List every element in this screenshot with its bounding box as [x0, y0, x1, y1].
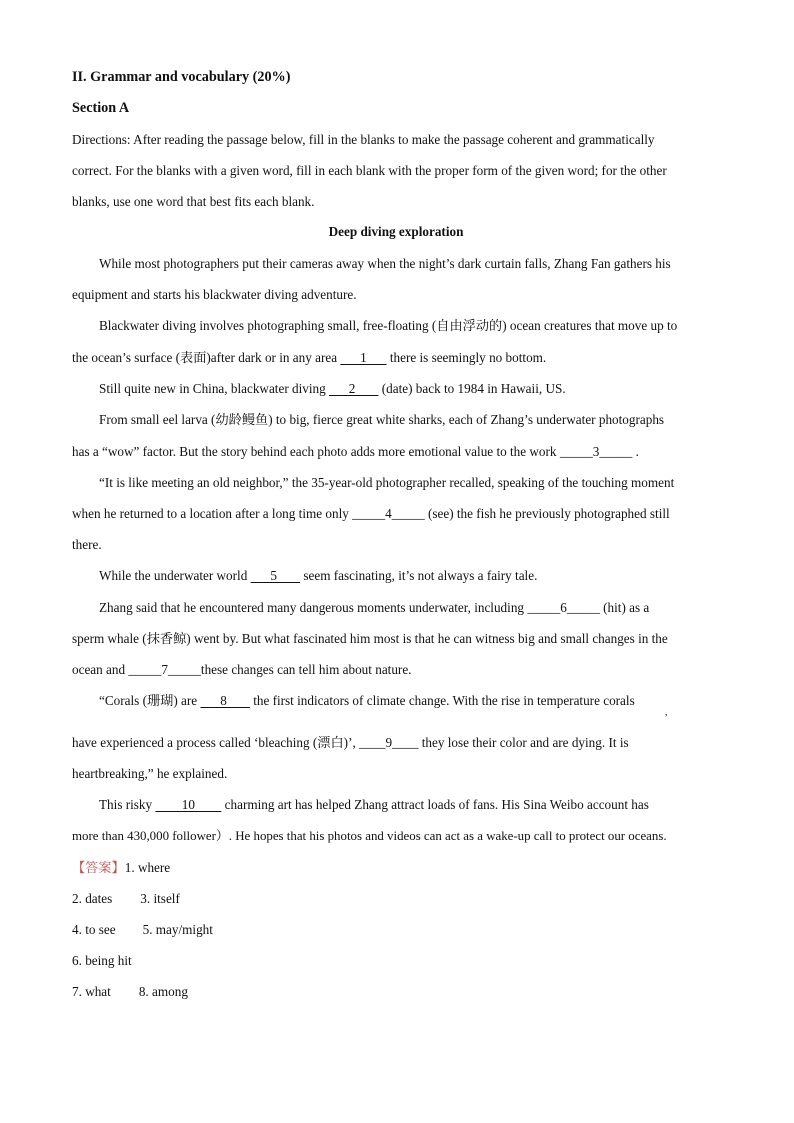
paragraph-2-line-2 [72, 350, 546, 366]
paragraph-9-line-1 [99, 797, 649, 813]
stray-comma: , [665, 707, 668, 718]
paragraph-6-line-1 [99, 568, 537, 584]
answer-line-2 [72, 891, 180, 907]
blank-8[interactable]: 8 [200, 693, 250, 708]
blank-2[interactable]: 2 [329, 381, 379, 396]
passage-title: Deep diving exploration [328, 224, 464, 239]
answer-line-1 [72, 860, 170, 876]
text: when he returned to a location after a long time only [72, 506, 353, 521]
directions-line-2: correct. For the blanks with a given word, fill in each blank with the proper form of the given word; for the other [72, 163, 667, 178]
text: . [632, 444, 639, 459]
text: has a “wow” factor. But the story behind each photo adds more emotional value to the work [72, 444, 560, 459]
text: (date) back to 1984 in Hawaii, US. [378, 381, 566, 396]
text: ocean and [72, 662, 129, 677]
text: they lose their color and are dying. It is [418, 735, 629, 750]
blank-3[interactable]: _____3_____ [559, 444, 633, 459]
paragraph-8-line-2 [72, 735, 629, 751]
paragraph-1-line-2: equipment and starts his blackwater diving adventure. [72, 287, 357, 302]
answer-line-4 [72, 953, 132, 969]
answer-4: 4. to see [72, 922, 116, 937]
text: (hit) as a [599, 600, 650, 615]
answer-5: 5. may/might [142, 922, 213, 937]
text: Still quite new in China, blackwater diving [99, 381, 330, 396]
text: Zhang said that he encountered many dangerous moments underwater, including [99, 600, 528, 615]
part-heading: II. Grammar and vocabulary (20%) [72, 69, 291, 85]
answer-2: 2. dates [72, 891, 113, 906]
paragraph-4-line-2 [72, 444, 639, 460]
answer-3: 3. itself [140, 891, 180, 906]
text: This risky [99, 797, 156, 812]
paragraph-8-line-3: heartbreaking,” he explained. [72, 766, 228, 781]
paragraph-7-line-2: sperm whale (抹香鲸) went by. But what fascinated him most is that he can witness big and small changes in the [72, 631, 668, 646]
paragraph-5-line-3: there. [72, 537, 102, 552]
paragraph-4-line-1: From small eel larva (幼龄鳗鱼) to big, fierce great white sharks, each of Zhang’s underwater photographs [99, 412, 665, 427]
paragraph-5-line-2 [72, 506, 670, 522]
paragraph-2-line-1: Blackwater diving involves photographing small, free-floating (自由浮动的) ocean creatures that move up to [99, 318, 678, 333]
text: the first indicators of climate change. With the rise in temperature corals [249, 693, 635, 708]
directions-line-1: Directions: After reading the passage below, fill in the blanks to make the passage coherent and grammatically [72, 132, 655, 147]
paragraph-9-line-2: more than 430,000 follower）. He hopes that his photos and videos can act as a wake-up call to protect our oceans. [72, 829, 667, 843]
answer-8: 8. among [138, 984, 188, 999]
paragraph-3-line-1 [99, 381, 566, 397]
text: (see) the fish he previously photographed still [424, 506, 670, 521]
paragraph-7-line-1 [99, 600, 649, 616]
paragraph-5-line-1: “It is like meeting an old neighbor,” the 35-year-old photographer recalled, speaking of the touching moment [99, 475, 675, 490]
blank-5[interactable]: 5 [250, 568, 301, 583]
text: “Corals (珊瑚) are [99, 693, 201, 708]
text: these changes can tell him about nature. [200, 662, 412, 677]
directions-line-3: blanks, use one word that best fits each blank. [72, 194, 315, 209]
text: the ocean’s surface (表面)after dark or in any area [72, 350, 341, 365]
paragraph-1-line-1: While most photographers put their cameras away when the night’s dark curtain falls, Zhang Fan gathers his [99, 256, 671, 271]
blank-6[interactable]: _____6_____ [527, 600, 600, 615]
blank-4[interactable]: _____4_____ [352, 506, 425, 521]
text: there is seemingly no bottom. [386, 350, 547, 365]
text: While the underwater world [99, 568, 251, 583]
blank-7[interactable]: _____7_____ [128, 662, 201, 677]
paragraph-8-line-1 [99, 693, 635, 709]
paragraph-7-line-3 [72, 662, 411, 678]
section-heading: Section A [72, 100, 130, 116]
text: have experienced a process called ‘bleaching (漂白)’, [72, 735, 360, 750]
answer-tag: 【答案】 [72, 860, 125, 875]
answer-7: 7. what [72, 984, 111, 999]
answer-line-3 [72, 922, 213, 938]
text: charming art has helped Zhang attract loads of fans. His Sina Weibo account has [221, 797, 649, 812]
blank-9[interactable]: ____9____ [359, 735, 419, 750]
answer-6: 6. being hit [72, 953, 132, 968]
answer-line-5 [72, 984, 188, 1000]
blank-10[interactable]: 10 [155, 797, 222, 812]
blank-1[interactable]: 1 [340, 350, 387, 365]
text: seem fascinating, it’s not always a fairy tale. [300, 568, 538, 583]
answer-1: 1. where [124, 860, 171, 875]
